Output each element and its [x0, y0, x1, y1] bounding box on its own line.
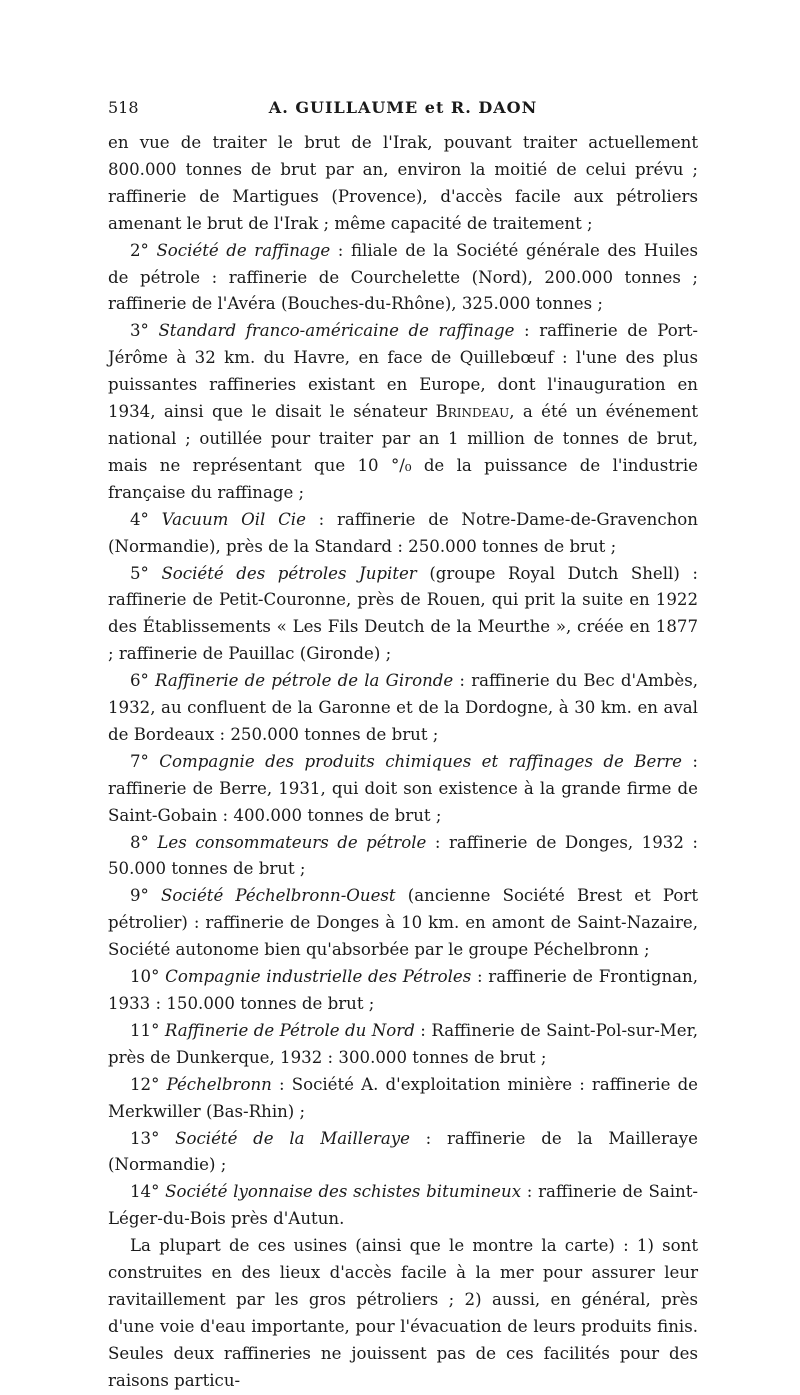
- item-number: 6°: [130, 671, 156, 691]
- item-text: : raffinerie de la Mailleraye (Normandie) ;: [108, 1128, 698, 1175]
- item-text: (ancienne Société Brest et Port pétrolier) : raffinerie de Donges à 10 km. en amont de Saint-Nazaire, Société autonome bien qu'absorbée par le groupe Péchelbronn ;: [108, 886, 698, 960]
- item-number: 5°: [130, 563, 162, 583]
- item-text: : filiale de la Société générale des Huiles de pétrole : raffinerie de Courchelette (Nord), 200.000 tonnes ; raffinerie de l'Avéra (Bouches-du-Rhône), 325.000 tonnes ;: [108, 240, 698, 314]
- item-text: : raffinerie de Saint-Léger-du-Bois près d'Autun.: [108, 1182, 699, 1229]
- item-text: , a été un événement national ; outillée pour traiter par an 1 million de tonnes de brut, mais ne représentant que 10 °/₀ de la puissance de l'industrie française du raffinage ;: [108, 402, 699, 502]
- company-name: Raffinerie de pétrole de la Gironde: [155, 671, 454, 691]
- item-number: 13°: [130, 1128, 176, 1148]
- company-name: Compagnie industrielle des Pétroles: [165, 967, 472, 987]
- body-text: [108, 130, 698, 1395]
- item-number: 8°: [130, 832, 158, 852]
- refinery-item: [108, 507, 698, 561]
- refinery-item: [108, 1126, 698, 1180]
- company-name: Société lyonnaise des schistes bitumineux: [165, 1182, 522, 1202]
- refinery-item: [108, 883, 698, 964]
- item-number: 11°: [130, 1020, 165, 1040]
- refinery-item: [108, 964, 698, 1018]
- refinery-item: [108, 1179, 698, 1233]
- senator-name: Brindeau: [435, 402, 510, 422]
- item-text: (groupe Royal Dutch Shell) : raffinerie de Petit-Couronne, près de Rouen, qui prit la suite en 1922 des Établissements « Les Fils Deutch de la Meurthe », créée en 1877 ; raffinerie de Pauillac (Gironde) ;: [108, 563, 698, 664]
- item-text: : raffinerie de Port-Jérôme à 32 km. du Havre, en face de Quillebœuf : l'une des plus puissantes raffineries existant en Europe, dont l'inauguration en 1934, ainsi que le disait le sénateur: [108, 321, 698, 422]
- company-name: Société Péchelbronn-Ouest: [161, 886, 396, 906]
- item-number: 10°: [130, 967, 166, 987]
- refinery-item: [108, 830, 698, 884]
- item-number: 4°: [130, 509, 162, 529]
- page-header: [108, 98, 698, 124]
- company-name: Société de la Mailleraye: [175, 1128, 410, 1148]
- item-text: : Société A. d'exploitation minière : raffinerie de Merkwiller (Bas-Rhin) ;: [108, 1074, 699, 1121]
- item-number: 7°: [130, 751, 160, 771]
- item-text: : raffinerie du Bec d'Ambès, 1932, au confluent de la Garonne et de la Dordogne, à 30 km. en aval de Bordeaux : 250.000 tonnes de brut ;: [108, 671, 698, 744]
- company-name: Société de raffinage: [156, 240, 331, 260]
- company-name: Raffinerie de Pétrole du Nord: [164, 1020, 415, 1040]
- company-name: Compagnie des produits chimiques et raffinages de Berre: [159, 751, 682, 771]
- item-text: : Raffinerie de Saint-Pol-sur-Mer, près de Dunkerque, 1932 : 300.000 tonnes de brut ;: [108, 1020, 698, 1067]
- item-number: 14°: [130, 1182, 166, 1202]
- refinery-item: [108, 318, 698, 506]
- refinery-item: [108, 1018, 698, 1072]
- paragraph-intro: [108, 130, 698, 238]
- company-name: Standard franco-américaine de raffinage: [158, 321, 515, 341]
- page-number: 518: [108, 98, 139, 117]
- company-name: Société des pétroles Jupiter: [161, 563, 417, 583]
- refinery-item: [108, 561, 698, 669]
- refinery-item: [108, 749, 698, 830]
- paragraph-conclusion: [108, 1233, 698, 1394]
- item-text: : raffinerie de Frontignan, 1933 : 150.000 tonnes de brut ;: [108, 967, 698, 1013]
- refinery-item: [108, 1072, 698, 1126]
- paragraph-text: en vue de traiter le brut de l'Irak, pouvant traiter actuellement 800.000 tonnes de brut par an, environ la moitié de celui prévu ; raffinerie de Martigues (Provence), d'accès facile aux pétroliers amenant le brut de l'Irak ; même capacité de traitement ;: [108, 133, 698, 233]
- company-name: Vacuum Oil Cie: [161, 509, 306, 529]
- item-text: : raffinerie de Donges, 1932 : 50.000 tonnes de brut ;: [108, 832, 698, 879]
- paragraph-text: La plupart de ces usines (ainsi que le montre la carte) : 1) sont construites en des lieux d'accès facile à la mer pour assurer leur ravitaillement par les gros pétroliers ; 2) aussi, en général, près d'une voie d'eau importante, pour l'évacuation de leurs produits finis. Seules deux raffineries ne jouissent pas de ces facilités pour des raisons particu-: [108, 1236, 698, 1390]
- running-head: A. GUILLAUME et R. DAON: [268, 98, 538, 117]
- refinery-item: [108, 238, 698, 319]
- refinery-item: [108, 668, 698, 749]
- item-number: 12°: [130, 1074, 167, 1094]
- item-number: 3°: [130, 321, 159, 341]
- item-text: : raffinerie de Notre-Dame-de-Gravenchon (Normandie), près de la Standard : 250.000 tonnes de brut ;: [108, 509, 698, 556]
- item-number: 2°: [130, 240, 157, 260]
- company-name: Péchelbronn: [166, 1074, 272, 1094]
- item-number: 9°: [130, 886, 162, 906]
- company-name: Les consommateurs de pétrole: [157, 832, 427, 852]
- item-text: : raffinerie de Berre, 1931, qui doit son existence à la grande firme de Saint-Gobain : 400.000 tonnes de brut ;: [108, 751, 698, 825]
